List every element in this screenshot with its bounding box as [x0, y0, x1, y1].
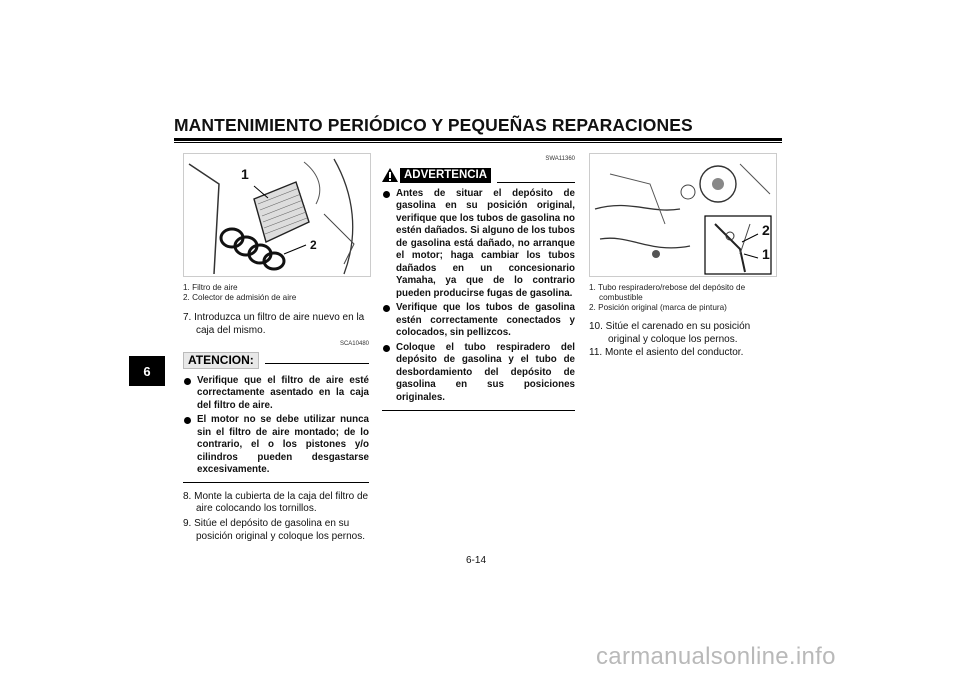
page-title: MANTENIMIENTO PERIÓDICO Y PEQUEÑAS REPARACIONES — [174, 115, 693, 135]
air-filter-illustration — [183, 153, 371, 277]
warning-header — [382, 168, 575, 183]
figure-label-1: 1 — [762, 246, 770, 262]
figure-label-2: 2 — [762, 222, 770, 238]
air-filter-drawing — [184, 154, 370, 276]
figure-label-1: 1 — [241, 166, 249, 182]
left-column — [183, 153, 369, 543]
figure-captions — [589, 283, 781, 313]
title-rule — [174, 138, 782, 141]
bullet-icon — [184, 417, 191, 424]
bullet-icon — [184, 378, 191, 385]
bullet-icon — [383, 191, 390, 198]
fuel-hose-illustration — [589, 153, 777, 277]
warning-triangle-icon — [382, 168, 398, 182]
caption-item: 2. Posición original (marca de pintura) — [589, 303, 727, 312]
figure-label-2: 2 — [310, 238, 317, 252]
caution-end-rule — [183, 482, 369, 483]
header-rule — [265, 363, 369, 364]
caption-item: 1. Filtro de aire — [183, 283, 238, 292]
step-8: 8. Monte la cubierta de la caja del filtro de aire colocando los tornillos. — [183, 490, 369, 515]
title-rule-thin — [174, 142, 782, 143]
caution-badge: ATENCION: — [183, 352, 259, 369]
bullet-icon — [383, 345, 390, 352]
step-7: 7. Introduzca un filtro de aire nuevo en la caja del mismo. — [183, 312, 365, 336]
step-10: 10. Sitúe el carenado en su posición original y coloque los pernos. — [589, 321, 751, 345]
caution-item: Verifique que el filtro de aire esté correctamente asentado en la caja del filtro de aire. — [183, 375, 369, 413]
figure-captions — [183, 283, 369, 303]
page-number: 6-14 — [466, 555, 487, 566]
caution-item: El motor no se debe utilizar nunca sin el filtro de aire montado; de lo contrario, el o los pistones y/o cilindros pueden desgastarse excesivamente. — [183, 414, 369, 477]
step-11: 11. Monte el asiento del conductor. — [589, 347, 744, 359]
caption-item: 2. Colector de admisión de aire — [183, 293, 297, 302]
header-rule — [497, 182, 575, 183]
bullet-icon — [383, 305, 390, 312]
step-9: 9. Sitúe el depósito de gasolina en su posición original y coloque los pernos. — [183, 517, 365, 542]
warning-badge: ADVERTENCIA — [400, 168, 491, 183]
warning-end-rule — [382, 410, 575, 411]
caption-item: 1. Tubo respiradero/rebose del depósito de combustible — [589, 283, 746, 302]
fuel-hose-drawing — [590, 154, 776, 276]
warning-item: Antes de situar el depósito de gasolina en su posición original, verifique que los tubos de gasolina no estén dañados. Si alguno de los tubos de gasolina está dañado, no arranque el motor; haga cambiar los tubos dañados en un concesionario Yamaha, ya que de lo contrario pueden producirse fugas de gasolina. — [382, 188, 575, 301]
section-tab: 6 — [129, 356, 165, 386]
right-column — [589, 153, 781, 360]
reference-code: SWA11360 — [545, 156, 575, 162]
reference-code: SCA10480 — [339, 341, 369, 348]
warning-item: Coloque el tubo respiradero del depósito de gasolina y el tubo de desbordamiento del depósito de gasolina en sus posiciones originales. — [382, 342, 575, 405]
caution-header — [183, 352, 369, 369]
warning-item: Verifique que los tubos de gasolina estén correctamente conectados y colocados, sin pellizcos. — [382, 302, 575, 340]
watermark: carmanualsonline.info — [596, 643, 836, 670]
middle-column — [382, 153, 575, 411]
